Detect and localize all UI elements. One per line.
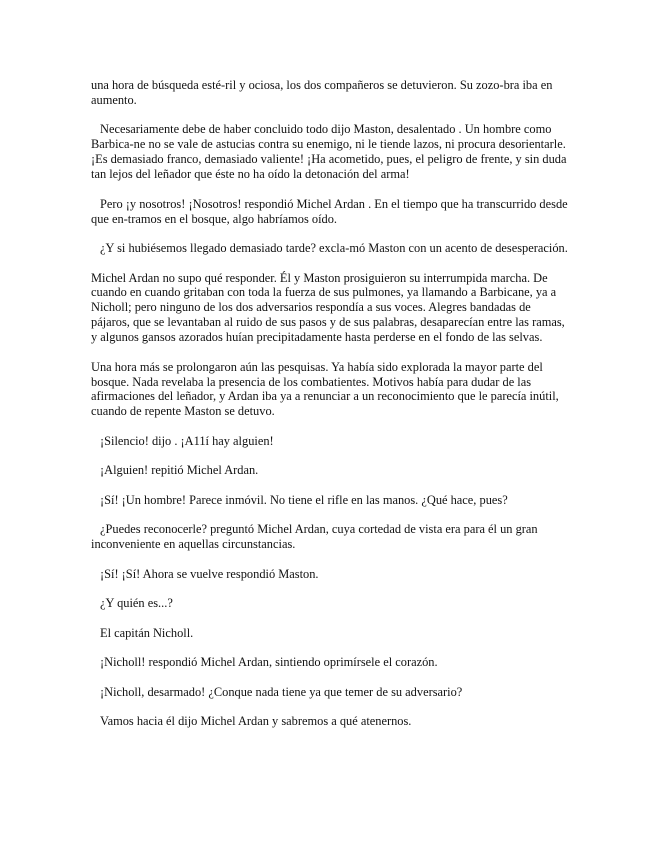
paragraph-6: Una hora más se prolongaron aún las pesquisas. Ya había sido explorada la mayor parte del bosque. Nada revelaba la presencia de los combatientes. Motivos había para dudar de las afirmaciones del leñador, y Ardan iba ya a renunciar a un reconocimiento que le parecía inútil, cuando de repente Maston se detuvo.	[91, 359, 559, 419]
paragraph-16: Vamos hacia él dijo Michel Ardan y sabremos a qué atenernos.	[100, 714, 412, 729]
paragraph-13: El capitán Nicholl.	[100, 625, 194, 640]
paragraph-1: una hora de búsqueda esté-ril y ociosa, los dos compañeros se detuvieron. Su zozo-bra iba en aumento.	[91, 78, 553, 107]
paragraph-15: ¡Nicholl, desarmado! ¿Conque nada tiene ya que temer de su adversario?	[100, 684, 463, 699]
paragraph-7: ¡Silencio! dijo . ¡A11í hay alguien!	[100, 433, 274, 448]
paragraph-10: ¿Puedes reconocerle? preguntó Michel Ardan, cuya cortedad de vista era para él un gran inconveniente en aquellas circunstancias.	[91, 522, 538, 552]
paragraph-8: ¡Alguien! repitió Michel Ardan.	[100, 463, 259, 478]
paragraph-3: Pero ¡y nosotros! ¡Nosotros! respondió Michel Ardan . En el tiempo que ha transcurrido desde que en-tramos en el bosque, algo habríamos oído.	[91, 196, 568, 226]
paragraph-9: ¡Sí! ¡Un hombre! Parece inmóvil. No tiene el rifle en las manos. ¿Qué hace, pues?	[100, 492, 508, 507]
document-page	[91, 78, 569, 744]
paragraph-2: Necesariamente debe de haber concluido todo dijo Maston, desalentado . Un hombre como Barbica-ne no se vale de astucias contra su enemigo, ni le tiende lazos, ni procura desorientarle. ¡Es demasiado franco, demasiado valiente! ¡Ha acometido, pues, el peligro de frente, y sin duda tan lejos del leñador que éste no ha oído la detonación del arma!	[91, 122, 567, 182]
paragraph-14: ¡Nicholl! respondió Michel Ardan, sintiendo oprimírsele el corazón.	[100, 655, 438, 670]
paragraph-12: ¿Y quién es...?	[100, 596, 173, 611]
paragraph-5: Michel Ardan no supo qué responder. Él y Maston prosiguieron su interrumpida marcha. De cuando en cuando gritaban con toda la fuerza de sus pulmones, ya llamando a Barbicane, ya a Nicholl; pero ninguno de los dos adversarios respondía a sus voces. Alegres bandadas de pájaros, que se levantaban al ruido de sus pasos y de sus palabras, desaparecían entre las ramas, y algunos gansos azorados huían precipitadamente hasta perderse en el fondo de las selvas.	[91, 270, 565, 345]
paragraph-11: ¡Sí! ¡Sí! Ahora se vuelve respondió Maston.	[100, 566, 319, 581]
paragraph-4: ¿Y si hubiésemos llegado demasiado tarde? excla-mó Maston con un acento de desesperación.	[100, 241, 568, 256]
